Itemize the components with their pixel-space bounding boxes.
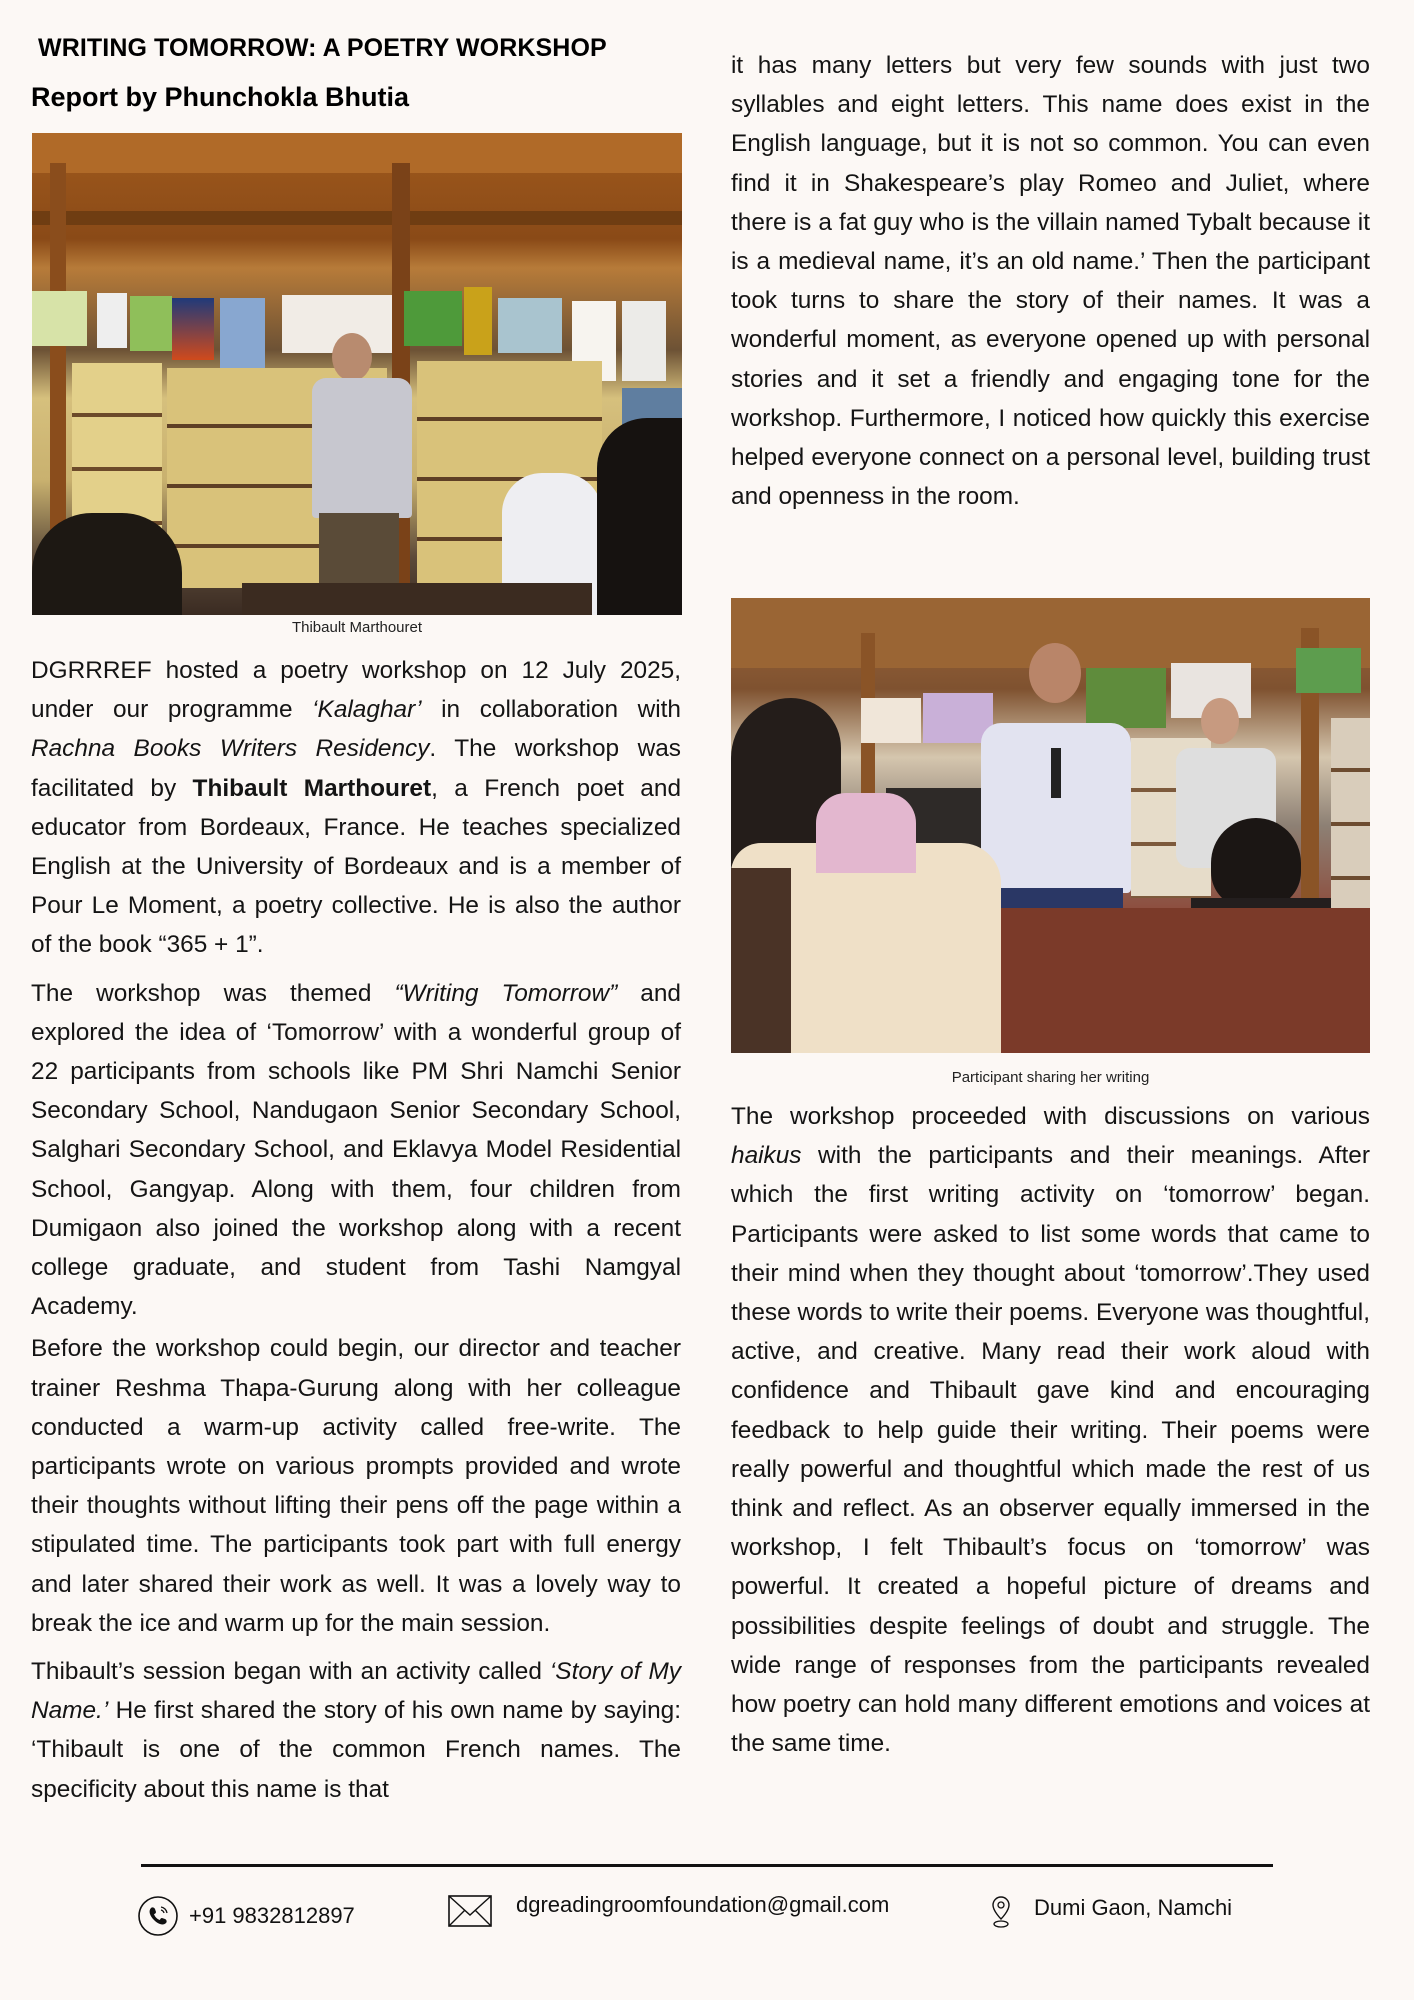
footer-location — [990, 1895, 1232, 1929]
photo-thibault-marthouret — [32, 133, 682, 615]
footer-email[interactable] — [448, 1892, 890, 1927]
text: . The workshop was facilitated by — [31, 735, 681, 802]
text: , a French poet and educator from Bordeaux, France. He teaches specialized English at the University of Bordeaux and is a member of Pour Le Moment, a poetry collective. He is also the author of the book “365 + 1”. — [31, 774, 682, 959]
article-byline: Report by Phunchokla Bhutia — [31, 82, 410, 112]
photo-participant-sharing — [731, 598, 1370, 1053]
envelope-icon — [448, 1895, 492, 1927]
facilitator-name: Thibault Marthouret — [192, 774, 432, 802]
phone-number[interactable]: +91 9832812897 — [189, 1903, 355, 1928]
email-address[interactable]: dgreadingroomfoundation@gmail.com — [516, 1892, 890, 1917]
text: Thibault’s session began with an activity called — [31, 1658, 550, 1686]
programme-name: ‘Kalaghar’ — [312, 696, 422, 724]
text: and explored the idea of ‘Tomorrow’ with a wonderful group of 22 participants from schools like PM Shri Namchi Senior Secondary School, Nandugaon Senior Secondary School, Salghari Secondary School, and Eklavya Model Residential School, Gangyap. Along with them, four children from Dumigaon also joined the workshop along with a recent college graduate, and student from Tashi Namgyal Academy. — [31, 979, 681, 1321]
text: with the participants and their meanings. After which the first writing activity on ‘tomorrow’ began. Participants were asked to list some words that came to their mind when they thought about ‘tomorrow’.They used these words to write their poems. Everyone was thoughtful, active, and creative. Many read their work aloud with confidence and Thibault gave kind and encouraging feedback to help guide their writing. Their poems were really powerful and thoughtful which made the rest of us think and reflect. As an observer equally immersed in the workshop, I felt Thibault’s focus on ‘tomorrow’ was powerful. It created a hopeful picture of dreams and possibilities despite feelings of doubt and struggle. The wide range of responses from the participants revealed how poetry can hold many different emotions and voices at the same time. — [731, 1142, 1370, 1758]
photo-caption: Thibault Marthouret — [291, 619, 423, 636]
partner-name: Rachna Books Writers Residency — [31, 735, 430, 763]
paragraph-haikus — [731, 1097, 1370, 1763]
paragraph-name-story: it has many letters but very few sounds with just two syllables and eight letters. This name does exist in the English language, but it is not so common. You can even find it in Shakespeare’s play Romeo and Juliet, where there is a fat guy who is the villain named Tybalt because it is a medieval name, it’s an old name.’ Then the participant took turns to share the story of their names. It was a wonderful moment, as everyone opened up with personal stories and it set a friendly and engaging tone for the workshop. Furthermore, I noticed how quickly this exercise helped everyone connect on a personal level, building trust and openness in the room. — [731, 52, 1370, 511]
phone-icon — [137, 1895, 179, 1937]
article-title: WRITING TOMORROW: A POETRY WORKSHOP — [38, 34, 607, 62]
location-text: Dumi Gaon, Namchi — [1034, 1895, 1233, 1920]
text: The workshop was themed — [31, 979, 395, 1007]
paragraph-theme — [31, 974, 681, 1327]
text: in collaboration with — [421, 696, 681, 724]
activity-name: ‘Story of My Name.’ — [31, 1658, 681, 1725]
footer-phone[interactable] — [137, 1895, 355, 1937]
footer-divider — [141, 1864, 1273, 1867]
text: The workshop proceeded with discussions on various — [731, 1103, 1370, 1130]
text: He first shared the story of his own name by saying: ‘Thibault is one of the common French names. The specificity about this name is that — [31, 1697, 681, 1803]
theme-name: “Writing Tomorrow” — [394, 979, 618, 1007]
paragraph-warmup: Before the workshop could begin, our director and teacher trainer Reshma Thapa-Gurung along with her colleague conducted a warm-up activity called free-write. The participants wrote on various prompts provided and wrote their thoughts without lifting their pens off the page within a stipulated time. The participants took part with full energy and later shared their work as well. It was a lovely way to break the ice and warm up for the main session. — [31, 1335, 681, 1637]
left-column — [31, 651, 681, 1809]
paragraph-intro — [31, 651, 681, 965]
text: DGRRREF hosted a poetry workshop on 12 July 2025, under our programme — [31, 657, 681, 724]
right-column-bottom — [731, 1097, 1370, 1763]
map-pin-icon — [990, 1895, 1012, 1929]
paragraph-session — [31, 1652, 681, 1809]
photo-caption: Participant sharing her writing — [951, 1069, 1150, 1086]
right-column-top — [731, 46, 1370, 516]
haikus-term: haikus — [731, 1142, 802, 1170]
